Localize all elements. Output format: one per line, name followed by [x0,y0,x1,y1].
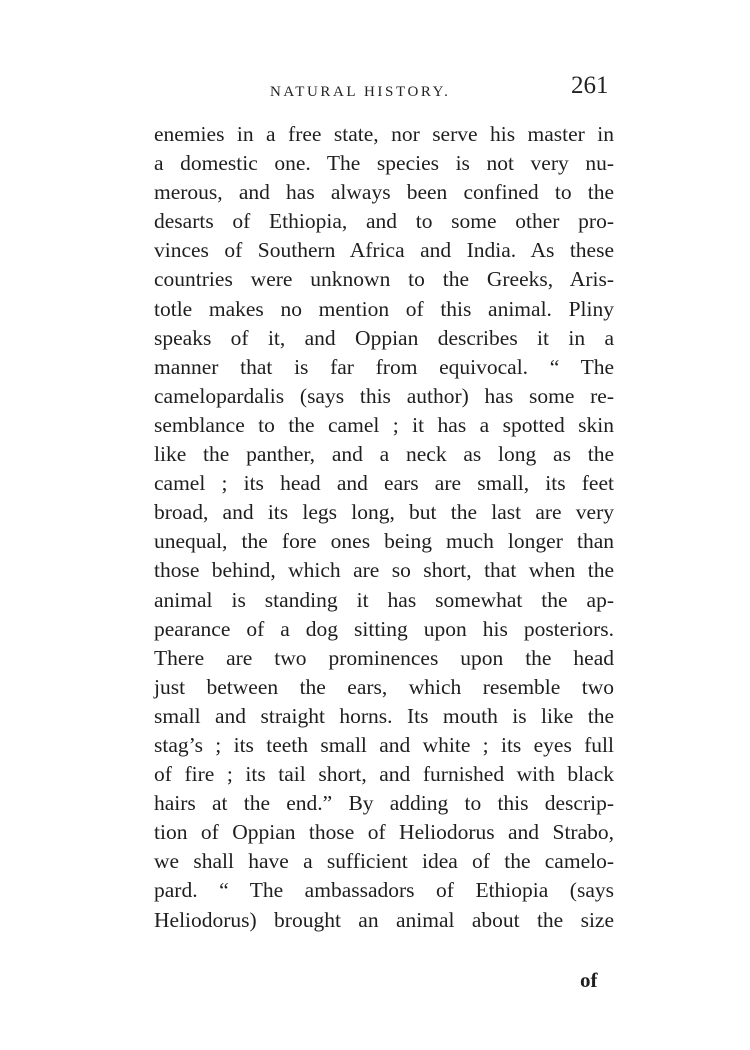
text-line: camelopardalis (says this author) has some re- [154,383,614,408]
text-line: a domestic one. The species is not very nu- [154,151,614,176]
text-line: vinces of Southern Africa and India. As these [154,238,614,263]
text-line: Heliodorus) brought an animal about the size [154,907,614,932]
running-title: NATURAL HISTORY. [270,84,451,100]
body-text [154,120,614,935]
text-line: those behind, which are so short, that when the [154,558,614,583]
text-line: pard. “ The ambassadors of Ethiopia (says [154,878,614,903]
text-line: hairs at the end.” By adding to this descrip- [154,791,614,816]
text-line: merous, and has always been confined to the [154,180,614,205]
text-line: just between the ears, which resemble two [154,674,614,699]
text-line: countries were unknown to the Greeks, Aris- [154,267,614,292]
page-number: 261 [571,72,609,99]
text-line: camel ; its head and ears are small, its feet [154,471,614,496]
text-line: of fire ; its tail short, and furnished with black [154,762,614,787]
text-line: desarts of Ethiopia, and to some other pro- [154,209,614,234]
text-line: like the panther, and a neck as long as the [154,442,614,467]
text-line: There are two prominences upon the head [154,645,614,670]
text-line: semblance to the camel ; it has a spotted skin [154,412,614,437]
text-line: animal is standing it has somewhat the ap- [154,587,614,612]
text-line: enemies in a free state, nor serve his master in [154,122,614,146]
catchword: of [580,968,598,992]
text-line: broad, and its legs long, but the last are very [154,500,614,525]
text-line: unequal, the fore ones being much longer than [154,529,614,554]
text-line: totle makes no mention of this animal. Pliny [154,296,614,321]
text-line: speaks of it, and Oppian describes it in a [154,325,614,350]
text-line: stag’s ; its teeth small and white ; its eyes full [154,732,614,757]
text-line: pearance of a dog sitting upon his posteriors. [154,616,614,641]
text-line: we shall have a sufficient idea of the camelo- [154,849,614,874]
text-line: tion of Oppian those of Heliodorus and Strabo, [154,820,614,845]
text-line: small and straight horns. Its mouth is like the [154,703,614,728]
text-line: manner that is far from equivocal. “ The [154,354,614,379]
